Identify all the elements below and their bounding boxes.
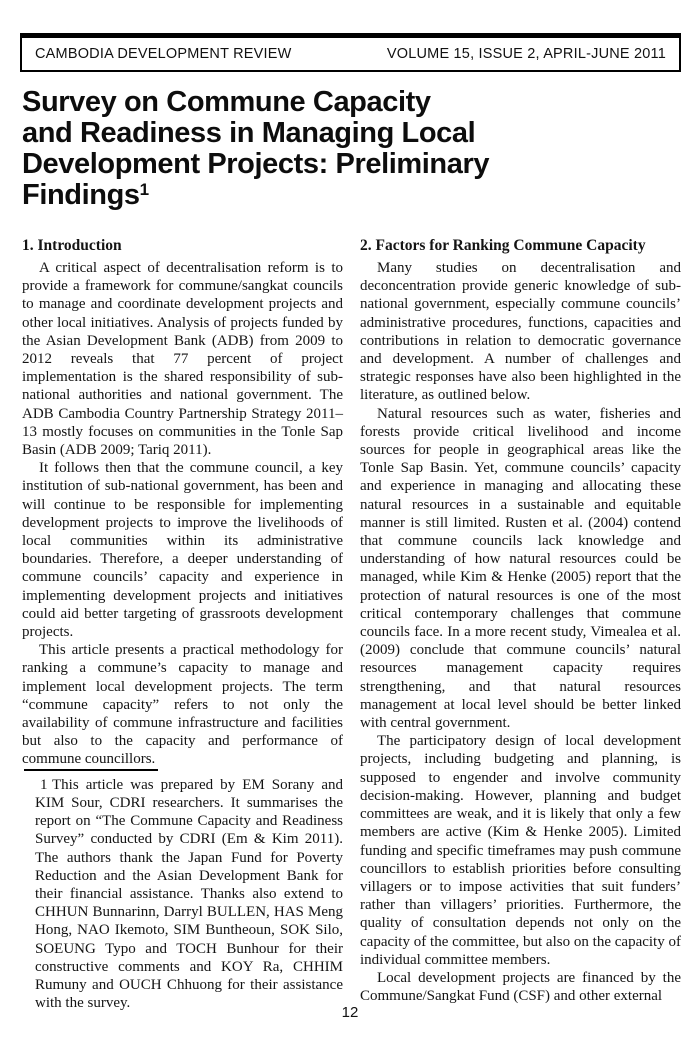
title-line: Findings xyxy=(22,179,140,211)
journal-name: CAMBODIA DEVELOPMENT REVIEW xyxy=(35,46,292,62)
paragraph-factors-1: Many studies on decentralisation and deconcentration provide generic knowledge of sub-national government, especially commune councils’ administrative procedures, functions, capacities and contributions in relation to democratic governance and development. A number of challenges and strategic responses have also been highlighted in the literature, as outlined below. xyxy=(360,260,681,404)
footnote-marker: 1 xyxy=(40,776,48,793)
article-title xyxy=(22,87,681,211)
paragraph-intro-1: A critical aspect of decentralisation reform is to provide a framework for commune/sangkat councils to manage and coordinate development projects and other local initiatives. Analysis of projects funded by the Asian Development Bank (ADB) from 2009 to 2012 reveals that 77 percent of project implementation is the shared responsibility of sub-national authorities and national government. The ADB Cambodia Country Partnership Strategy 2011–13 mostly focuses on communities in the Tonle Sap Basin (ADB 2009; Tariq 2011). xyxy=(22,260,343,459)
title-line: Survey on Commune Capacity xyxy=(22,86,431,118)
page-footer xyxy=(0,1004,700,1021)
paragraph-factors-3: The participatory design of local development projects, including budgeting and planning, is supposed to engender and involve community decision-making. However, planning and budget committees are weak, and it is likely that only a few members are active (Kim & Henke 2005). Limited funding and specific timeframes may push commune councillors to establish priorities before consulting villagers or to impose activities that suit funders’ rather than villagers’ priorities. Furthermore, the quality of consultation depends not only on the capacity of the committee, but also on the capacity of individual committee members. xyxy=(360,733,681,968)
footnote-ref-superscript: 1 xyxy=(139,180,149,199)
title-line-last xyxy=(22,180,681,211)
footnote-text: This article was prepared by EM Sorany and KIM Sour, CDRI researchers. It summarises the report on “The Commune Capacity and Readiness Survey” conducted by CDRI (Em & Kim 2011). The authors thank the Japan Fund for Poverty Reduction and the Asian Development Bank for their financial assistance. Thanks also extend to CHHUN Bunnarinn, Darryl BULLEN, HAS Meng Hong, NAO Ikemoto, SIM Buntheoun, SOK Silo, SOEUNG Typo and TOCH Bunhour for their constructive comments and KOY Ra, CHHIM Rumuny and OUCH Chhuong for their assistance with the survey. xyxy=(35,776,343,1012)
issue-info: VOLUME 15, ISSUE 2, APRIL-JUNE 2011 xyxy=(386,46,666,62)
title-line: and Readiness in Managing Local xyxy=(22,117,476,149)
paragraph-intro-3: This article presents a practical methodology for ranking a commune’s capacity to manage and implement local development projects. The term “commune capacity” refers to not only the availability of commune infrastructure and facilities but also to the capacity and performance of commune councillors. xyxy=(22,642,343,768)
masthead xyxy=(20,33,681,72)
left-column xyxy=(22,236,343,1012)
paragraph-intro-2: It follows then that the commune council, a key institution of sub-national government, has been and will continue to be responsible for implementing development projects to improve the livelihoods of local communities within its administrative boundaries. Therefore, a deeper understanding of commune councils’ capacity and experience in implementing development projects and initiatives could aid better targeting of grassroots development projects. xyxy=(22,460,343,641)
footnote-separator-rule xyxy=(24,769,158,771)
page-number: 12 xyxy=(341,1004,359,1021)
section-heading-factors: 2. Factors for Ranking Commune Capacity xyxy=(360,237,646,254)
right-column xyxy=(360,236,681,1005)
footnote xyxy=(22,769,343,1013)
two-column-body xyxy=(22,236,681,1012)
title-line: Development Projects: Preliminary xyxy=(22,148,490,180)
footnote-text-block xyxy=(22,776,343,1013)
paragraph-factors-4: Local development projects are financed by the Commune/Sangkat Fund (CSF) and other external xyxy=(360,969,681,1005)
section-heading-introduction: 1. Introduction xyxy=(22,237,122,254)
paragraph-factors-2: Natural resources such as water, fisheries and forests provide critical livelihood and income sources for people in geographical areas like the Tonle Sap Basin. Yet, commune councils’ capacity and experience in managing and allocating these natural resources in a sustainable and equitable manner is still limited. Rusten et al. (2004) contend that commune councils lack knowledge and understanding of how natural resources could be managed, while Kim & Henke (2005) report that the protection of natural resources is one of the most critical contemporary challenges that commune councils face. In a more recent study, Vimealea et al. (2009) conclude that commune councils’ natural resources management capacity requires strengthening, and that natural resources management at local level should be better linked with central government. xyxy=(360,405,681,732)
